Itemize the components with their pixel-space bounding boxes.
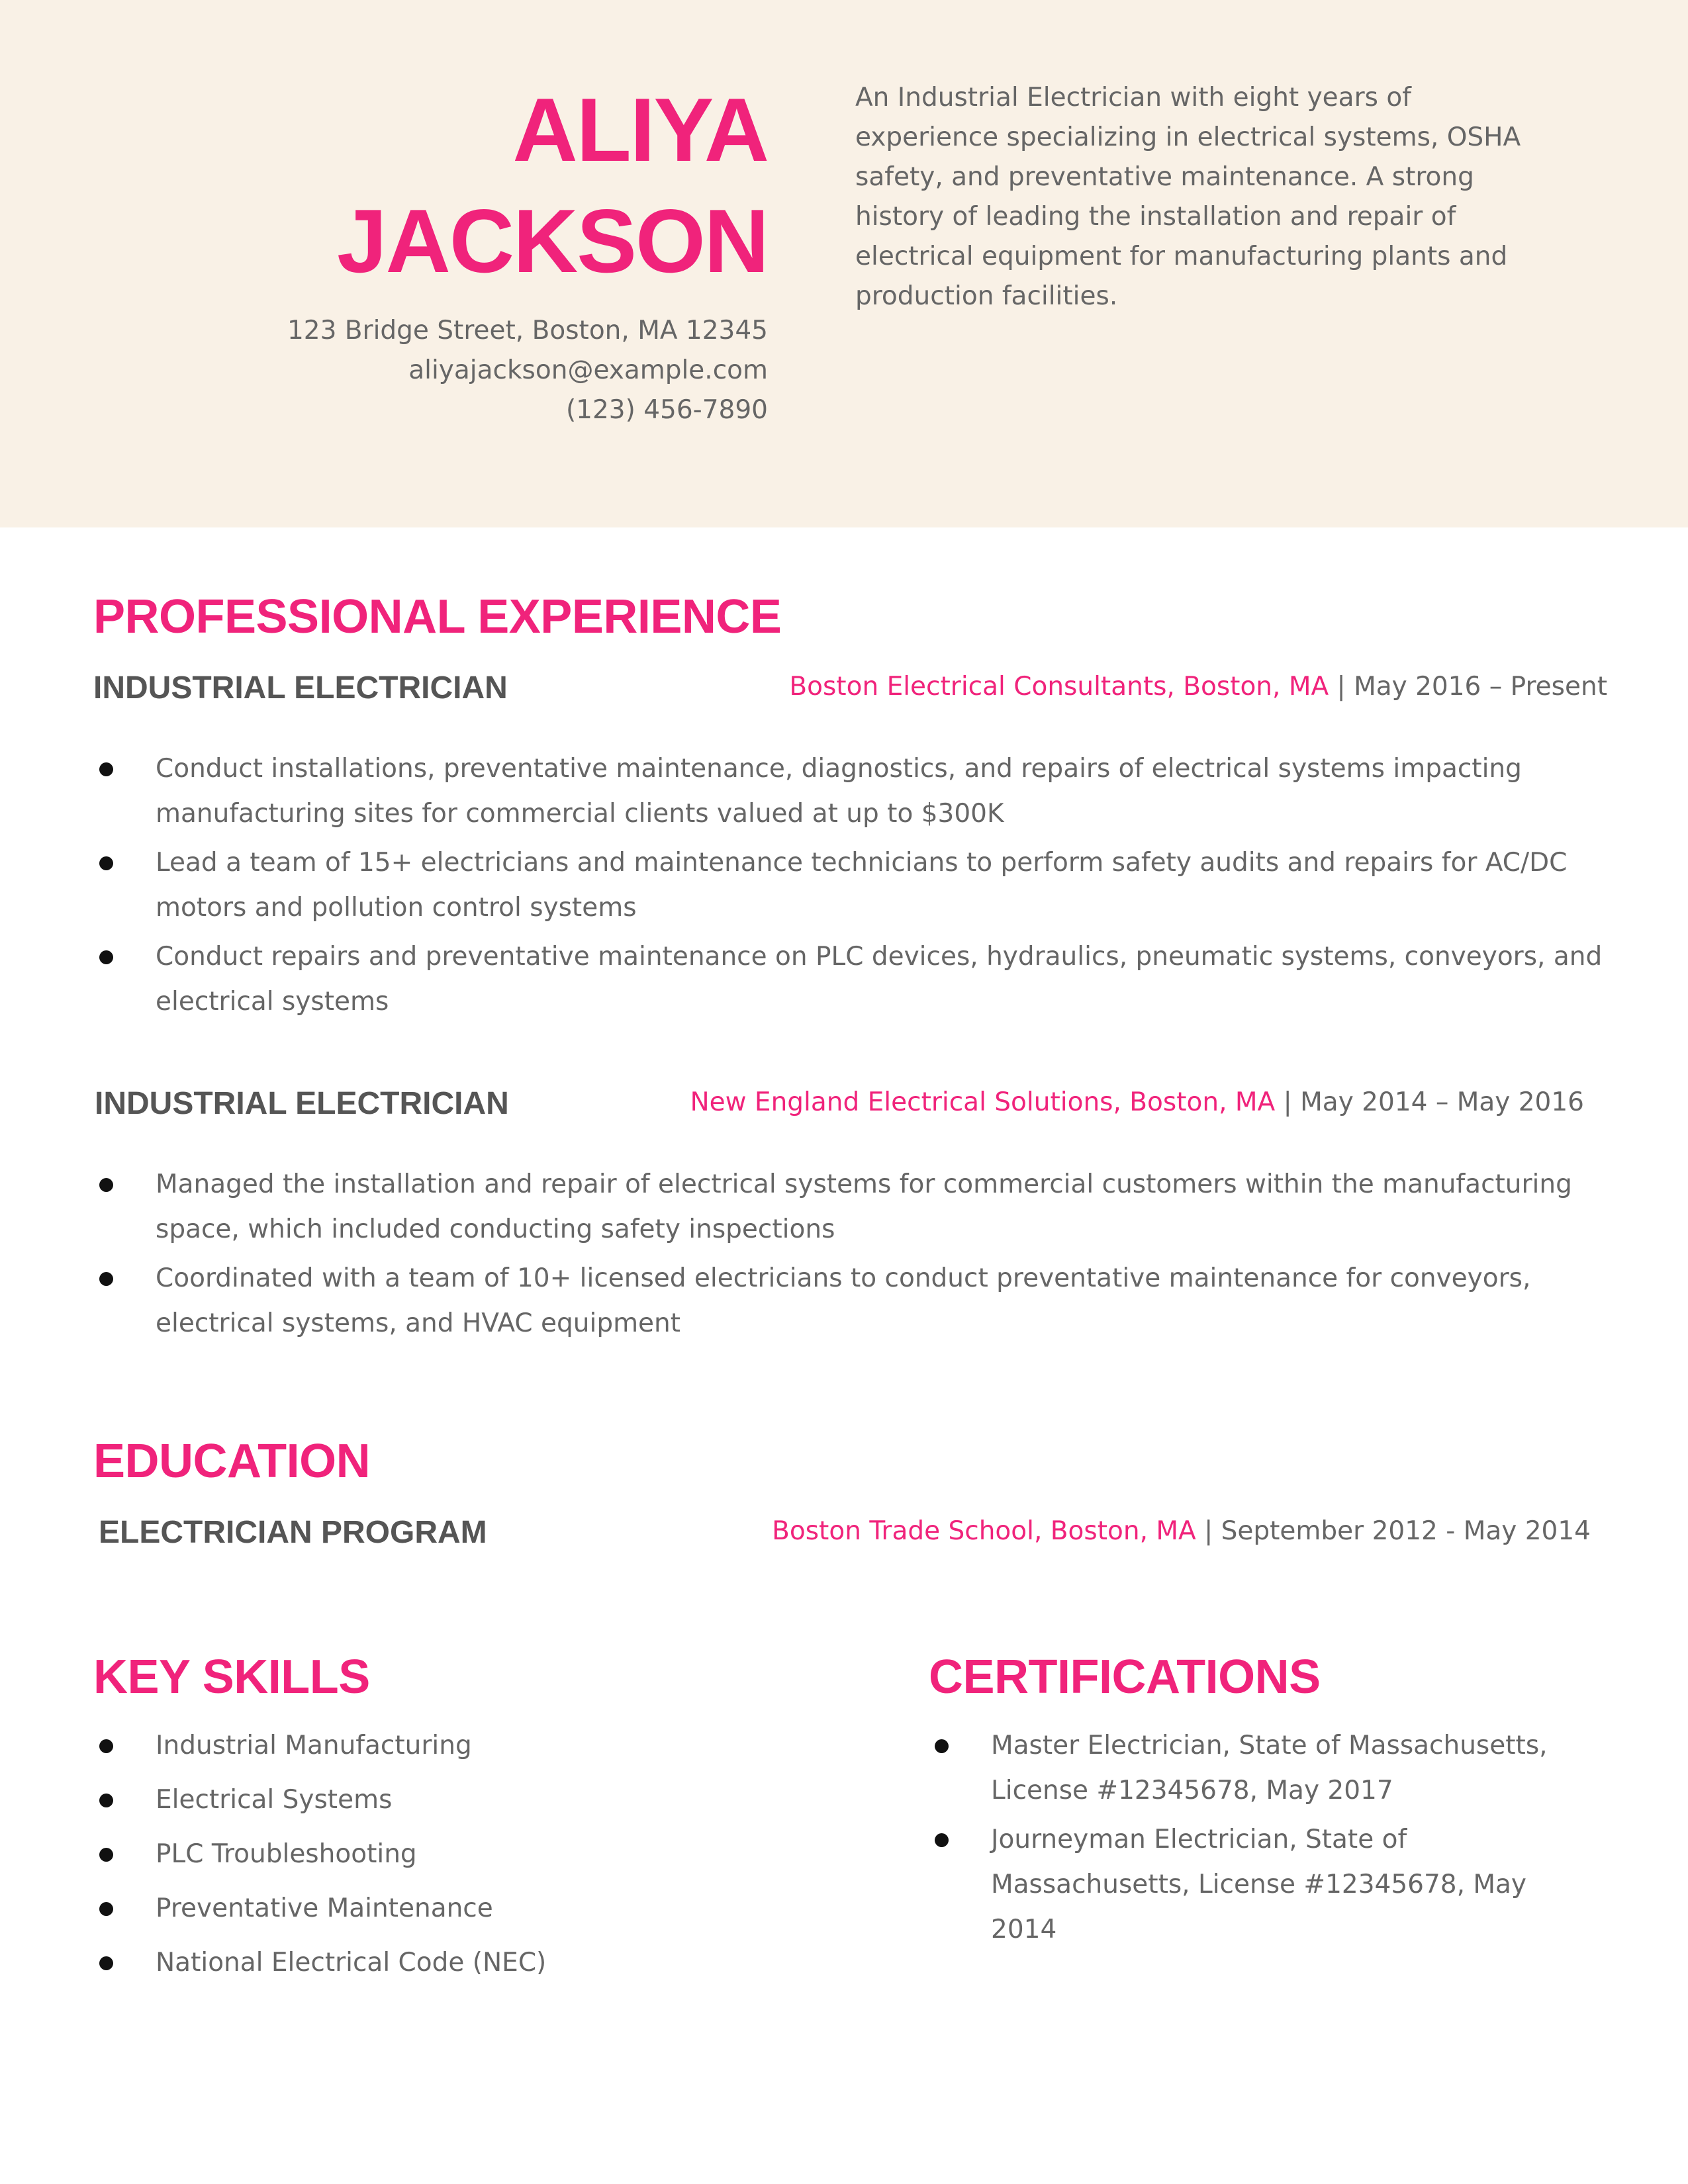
list-item: National Electrical Code (NEC) bbox=[93, 1940, 821, 1985]
experience-heading: PROFESSIONAL EXPERIENCE bbox=[93, 590, 782, 643]
email[interactable]: aliyajackson@example.com bbox=[408, 355, 768, 385]
list-item: PLC Troubleshooting bbox=[93, 1832, 821, 1877]
list-item: Managed the installation and repair of electrical systems for commercial customers within the manufacturing space, which included conducting safety inspections bbox=[93, 1162, 1616, 1252]
skills-heading: KEY SKILLS bbox=[93, 1651, 370, 1704]
job-2-meta bbox=[690, 1083, 1584, 1122]
address: 123 Bridge Street, Boston, MA 12345 bbox=[287, 316, 768, 345]
list-item: Master Electrician, State of Massachusetts, License #12345678, May 2017 bbox=[929, 1723, 1591, 1813]
list-item: Industrial Manufacturing bbox=[93, 1723, 821, 1768]
education-dates: | September 2012 - May 2014 bbox=[1196, 1516, 1591, 1546]
job-1-meta bbox=[789, 667, 1607, 707]
list-item: Conduct installations, preventative maintenance, diagnostics, and repairs of electrical systems impacting manufacturing sites for commercial clients valued at up to $300K bbox=[93, 747, 1616, 837]
skills-list bbox=[93, 1723, 821, 1995]
job-2-bullets bbox=[93, 1162, 1616, 1350]
list-item: Coordinated with a team of 10+ licensed electricians to conduct preventative maintenance for conveyors, electrical systems, and HVAC equipment bbox=[93, 1256, 1616, 1346]
job-2-title: INDUSTRIAL ELECTRICIAN bbox=[95, 1086, 509, 1121]
header-banner bbox=[0, 0, 1688, 527]
education-school: Boston Trade School, Boston, MA bbox=[772, 1516, 1196, 1546]
contact-info bbox=[172, 311, 768, 430]
last-name: JACKSON bbox=[337, 191, 768, 291]
education-heading: EDUCATION bbox=[93, 1435, 371, 1488]
job-1-employer: Boston Electrical Consultants, Boston, MA bbox=[789, 672, 1329, 702]
education-meta bbox=[772, 1512, 1591, 1551]
list-item: Journeyman Electrician, State of Massachusetts, License #12345678, May 2014 bbox=[929, 1817, 1591, 1952]
certifications-heading: CERTIFICATIONS bbox=[929, 1651, 1321, 1704]
list-item: Preventative Maintenance bbox=[93, 1886, 821, 1931]
list-item: Electrical Systems bbox=[93, 1778, 821, 1823]
applicant-name bbox=[172, 74, 768, 296]
education-program: ELECTRICIAN PROGRAM bbox=[99, 1515, 487, 1550]
job-2-employer: New England Electrical Solutions, Boston, MA bbox=[690, 1087, 1276, 1117]
job-2-dates: | May 2014 – May 2016 bbox=[1275, 1087, 1584, 1117]
list-item: Conduct repairs and preventative maintenance on PLC devices, hydraulics, pneumatic systems, conveyors, and electrical systems bbox=[93, 934, 1616, 1024]
phone[interactable]: (123) 456-7890 bbox=[565, 395, 768, 425]
summary: An Industrial Electrician with eight years of experience specializing in electrical systems, OSHA safety, and preventative maintenance. A strong history of leading the installation and repair of electrical equipment for manufacturing plants and production facilities. bbox=[855, 83, 1521, 311]
job-1-dates: | May 2016 – Present bbox=[1329, 672, 1607, 702]
list-item: Lead a team of 15+ electricians and maintenance technicians to perform safety audits and repairs for AC/DC motors and pollution control systems bbox=[93, 841, 1616, 931]
job-1-bullets bbox=[93, 747, 1616, 1028]
first-name: ALIYA bbox=[512, 79, 768, 180]
certifications-list bbox=[929, 1723, 1591, 1956]
job-1-title: INDUSTRIAL ELECTRICIAN bbox=[93, 670, 508, 705]
